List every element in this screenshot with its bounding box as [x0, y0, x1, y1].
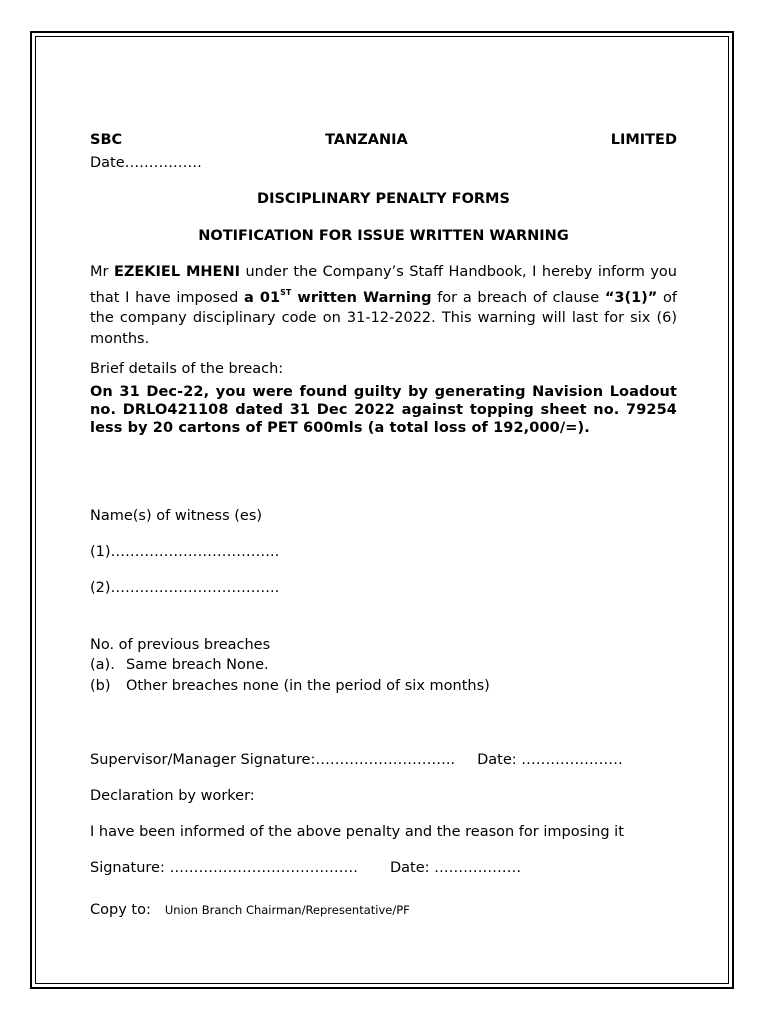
- worker-date-field[interactable]: Date: ………………: [389, 860, 522, 876]
- form-title: DISCIPLINARY PENALTY FORMS: [257, 191, 510, 207]
- intro-text-3: for a breach of clause: [431, 289, 605, 306]
- intro-text-1: Mr: [90, 264, 114, 280]
- item-a-number: (a).: [90, 657, 115, 673]
- witness-line-1[interactable]: (1)……………………………..: [90, 544, 280, 560]
- item-a-text: Same breach None.: [126, 657, 269, 673]
- warning-type: [243, 287, 432, 306]
- warning-number: a 01: [243, 289, 281, 306]
- declaration-label: Declaration by worker:: [90, 788, 255, 804]
- company-name-left: SBC: [90, 132, 123, 148]
- form-subtitle: NOTIFICATION FOR ISSUE WRITTEN WARNING: [198, 228, 569, 244]
- copy-to-row: [90, 902, 677, 918]
- employee-name: EZEKIEL MHENI: [113, 264, 240, 280]
- warning-superscript: ST: [280, 287, 292, 297]
- supervisor-date-field[interactable]: Date: …………………: [477, 752, 623, 768]
- warning-label: written Warning: [291, 289, 432, 306]
- worker-signature-field[interactable]: Signature: …………………………………: [90, 860, 358, 876]
- breach-details: On 31 Dec-22, you were found guilty by generating Navision Loadout no. DRLO421108 dated 31 Dec 2022 against topping sheet no. 79254 less by 20 cartons of PET 600mls (a total loss of 192,000/=).: [90, 384, 677, 436]
- company-header: [90, 132, 677, 148]
- previous-breach-a: [90, 657, 677, 673]
- declaration-text: I have been informed of the above penalty and the reason for imposing it: [90, 824, 624, 840]
- company-name-center: TANZANIA: [325, 132, 408, 148]
- intro-text-4: of the company disciplinary code on 31-12-2022. This warning will last for six (6) months.: [90, 289, 677, 347]
- date-line: Date…………….: [90, 155, 202, 171]
- previous-breaches-label: No. of previous breaches: [90, 637, 271, 653]
- supervisor-signature-field[interactable]: Supervisor/Manager Signature:………………………..: [90, 752, 456, 768]
- previous-breach-b: [90, 678, 677, 694]
- intro-text-2: under the Company’s Staff Handbook, I hereby inform you that I have imposed: [90, 264, 677, 306]
- intro-paragraph: [90, 262, 677, 349]
- item-b-number: (b): [90, 678, 111, 694]
- breach-label: Brief details of the breach:: [90, 361, 284, 377]
- clause-number: “3(1)”: [604, 289, 658, 306]
- witness-label: Name(s) of witness (es): [90, 508, 263, 524]
- copy-to-label: Copy to:: [90, 902, 151, 918]
- item-b-text: Other breaches none (in the period of six months): [126, 678, 490, 694]
- company-name-right: LIMITED: [610, 132, 677, 148]
- supervisor-signature-row: [90, 752, 677, 768]
- copy-to-recipients: Union Branch Chairman/Representative/PF: [164, 903, 410, 917]
- worker-signature-row: [90, 860, 677, 876]
- witness-line-2[interactable]: (2)……………………………..: [90, 580, 280, 596]
